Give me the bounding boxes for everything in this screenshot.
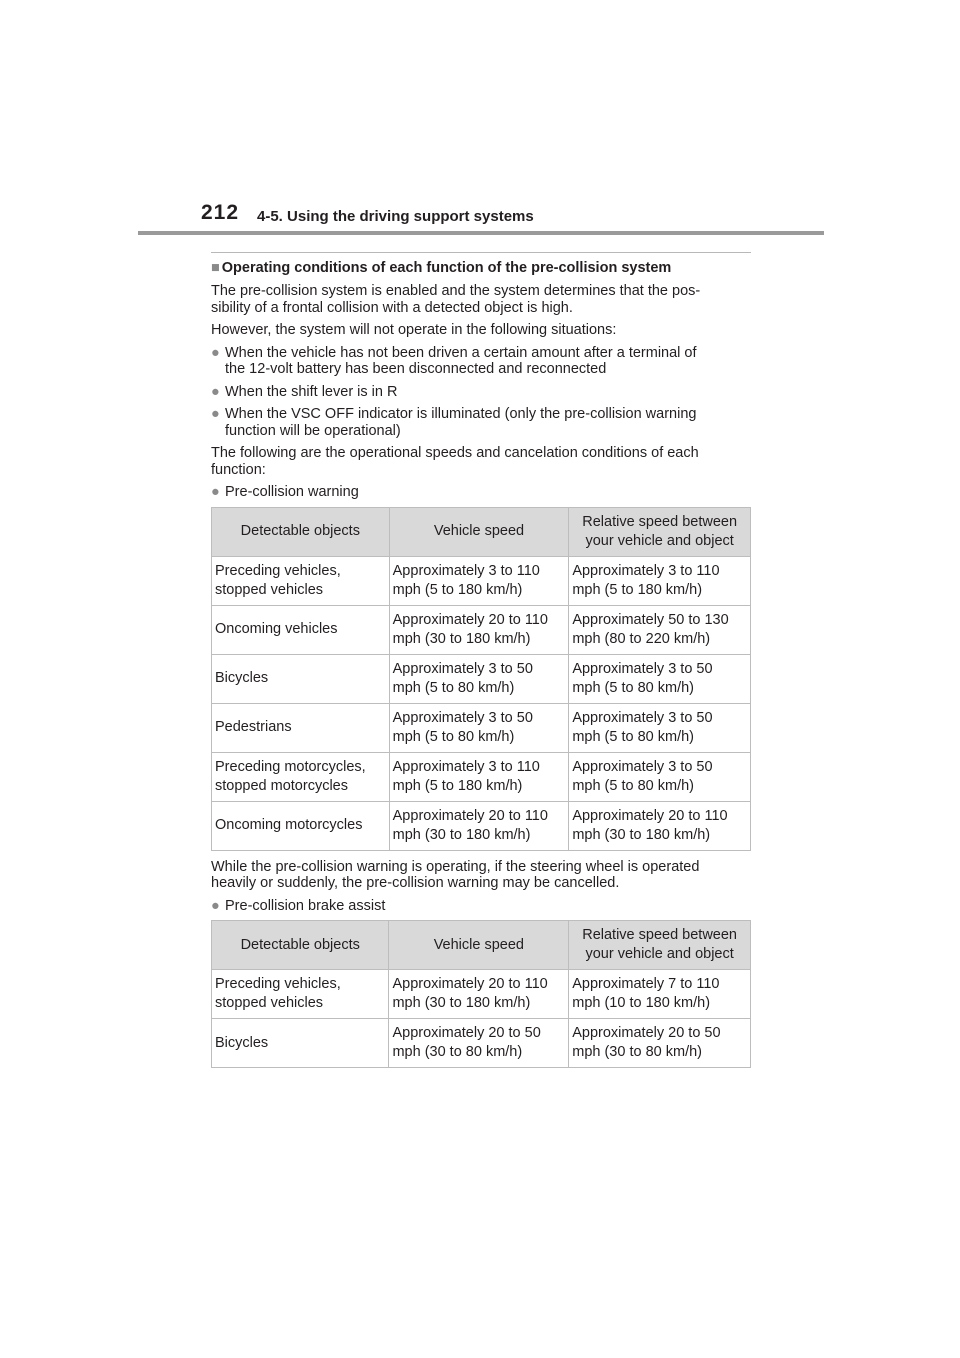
relative-speed-cell [569, 703, 751, 752]
relative-speed-cell [569, 556, 751, 605]
table-header-row [212, 507, 751, 556]
relative-speed-cell-line: mph (5 to 80 km/h) [572, 679, 694, 696]
relative-speed-cell-line: Approximately 7 to 110 [572, 976, 720, 992]
vehicle-speed-cell-line: mph (5 to 180 km/h) [392, 777, 523, 794]
speeds-line-2: function: [211, 461, 266, 478]
vehicle-speed-cell-line: Approximately 20 to 50 [392, 1025, 541, 1041]
header-relative-line-2: your vehicle and object [585, 532, 734, 549]
object-cell [212, 703, 390, 752]
warning-note [211, 859, 751, 892]
table-row [212, 801, 751, 850]
vehicle-speed-cell [389, 703, 569, 752]
object-cell-line: Oncoming motorcycles [215, 817, 363, 833]
relative-speed-cell-line: Approximately 3 to 50 [572, 660, 713, 677]
vehicle-speed-cell-line: mph (30 to 180 km/h) [392, 630, 531, 647]
object-cell-line: Bicycles [215, 1034, 269, 1051]
object-cell-line: Oncoming vehicles [215, 621, 338, 637]
relative-speed-cell-line: Approximately 3 to 110 [572, 562, 720, 579]
speeds-line-1: The following are the operational speeds and cancelation conditions of each [211, 445, 699, 461]
subhead [211, 259, 751, 277]
relative-speed-cell-line: Approximately 3 to 50 [572, 758, 713, 775]
subhead-rule [211, 252, 751, 253]
header-detectable-objects: Detectable objects [212, 921, 389, 970]
relative-speed-cell [569, 970, 751, 1019]
object-cell [212, 752, 390, 801]
header-relative-speed [569, 921, 751, 970]
object-cell-line: stopped vehicles [215, 995, 324, 1011]
vehicle-speed-cell-line: mph (30 to 180 km/h) [392, 995, 531, 1011]
bullet-line-2: the 12-volt battery has been disconnected and reconnected [225, 361, 607, 377]
table-row [212, 970, 751, 1019]
object-cell-line: stopped motorcycles [215, 777, 348, 794]
object-cell [212, 801, 390, 850]
object-cell-line: Preceding vehicles, [215, 562, 341, 579]
relative-speed-cell [569, 801, 751, 850]
vehicle-speed-cell-line: Approximately 20 to 110 [392, 976, 548, 992]
object-cell [212, 605, 390, 654]
relative-speed-cell-line: Approximately 20 to 50 [572, 1025, 721, 1041]
circle-bullet-icon: ● [211, 344, 220, 361]
vehicle-speed-cell-line: mph (5 to 180 km/h) [392, 581, 523, 598]
object-cell [212, 970, 389, 1019]
object-cell-line: Preceding vehicles, [215, 976, 341, 992]
bullet-line-1: When the VSC OFF indicator is illuminated (only the pre-collision warning [225, 406, 697, 422]
vehicle-speed-cell-line: Approximately 3 to 50 [392, 709, 533, 726]
relative-speed-cell-line: mph (30 to 80 km/h) [572, 1044, 702, 1060]
bullet-line-2: function will be operational) [225, 422, 401, 439]
circle-bullet-icon: ● [211, 897, 220, 914]
table-row [212, 1019, 751, 1068]
vehicle-speed-cell-line: mph (30 to 80 km/h) [392, 1044, 523, 1060]
vehicle-speed-cell-line: mph (5 to 80 km/h) [392, 728, 515, 745]
vehicle-speed-cell-line: mph (30 to 180 km/h) [392, 826, 531, 843]
table-header-row [212, 921, 751, 970]
table-row [212, 654, 751, 703]
brake-label [211, 898, 751, 915]
warning-table [211, 507, 751, 851]
object-cell-line: stopped vehicles [215, 581, 324, 598]
relative-speed-cell [569, 605, 751, 654]
section-title: 4-5. Using the driving support systems [257, 208, 534, 225]
warning-note-line-2: heavily or suddenly, the pre-collision warning may be cancelled. [211, 875, 620, 891]
bullet-item [211, 384, 751, 401]
speeds-paragraph [211, 445, 751, 478]
vehicle-speed-cell [389, 605, 569, 654]
circle-bullet-icon: ● [211, 406, 220, 422]
vehicle-speed-cell-line: Approximately 3 to 110 [392, 562, 540, 579]
table-row [212, 556, 751, 605]
vehicle-speed-cell [389, 970, 569, 1019]
relative-speed-cell-line: mph (5 to 180 km/h) [572, 581, 703, 598]
warning-label-text: Pre-collision warning [225, 484, 359, 500]
vehicle-speed-cell-line: Approximately 3 to 110 [392, 758, 540, 775]
table-row [212, 752, 751, 801]
circle-bullet-icon: ● [211, 484, 220, 500]
warning-note-line-1: While the pre-collision warning is operating, if the steering wheel is operated [211, 858, 700, 875]
relative-speed-cell-line: mph (5 to 80 km/h) [572, 777, 694, 794]
object-cell [212, 556, 390, 605]
relative-speed-cell-line: Approximately 50 to 130 [572, 611, 729, 628]
header-vehicle-speed: Vehicle speed [389, 507, 569, 556]
brake-table [211, 920, 751, 1068]
intro-line-2: sibility of a frontal collision with a detected object is high. [211, 299, 573, 316]
header-rule [138, 231, 824, 235]
vehicle-speed-cell [389, 1019, 569, 1068]
header-vehicle-speed: Vehicle speed [389, 921, 569, 970]
vehicle-speed-cell-line: Approximately 20 to 110 [392, 807, 548, 824]
bullet-line-1: When the shift lever is in R [225, 383, 398, 400]
bullet-item [211, 345, 751, 378]
subhead-text: Operating conditions of each function of the pre-collision system [221, 260, 672, 276]
relative-speed-cell-line: mph (10 to 180 km/h) [572, 995, 711, 1011]
relative-speed-cell [569, 752, 751, 801]
relative-speed-cell [569, 1019, 751, 1068]
header-relative-line-2: your vehicle and object [585, 946, 734, 962]
intro-paragraph [211, 283, 751, 316]
exceptions-paragraph: However, the system will not operate in the following situations: [211, 322, 617, 338]
relative-speed-cell-line: Approximately 20 to 110 [572, 807, 728, 824]
warning-label [211, 484, 751, 501]
object-cell [212, 1019, 389, 1068]
square-bullet-icon: ■ [211, 260, 220, 276]
vehicle-speed-cell [389, 654, 569, 703]
bullet-line-1: When the vehicle has not been driven a certain amount after a terminal of [225, 344, 697, 361]
vehicle-speed-cell [389, 752, 569, 801]
vehicle-speed-cell [389, 556, 569, 605]
brake-label-text: Pre-collision brake assist [225, 897, 386, 914]
relative-speed-cell [569, 654, 751, 703]
table-row [212, 703, 751, 752]
object-cell [212, 654, 390, 703]
vehicle-speed-cell-line: Approximately 3 to 50 [392, 660, 533, 677]
page-number: 212 [201, 201, 240, 224]
header-detectable-objects: Detectable objects [212, 507, 390, 556]
page-content [211, 252, 751, 1076]
header-relative-line-1: Relative speed between [582, 513, 738, 530]
relative-speed-cell-line: mph (30 to 180 km/h) [572, 826, 711, 843]
vehicle-speed-cell-line: mph (5 to 80 km/h) [392, 679, 515, 696]
relative-speed-cell-line: mph (80 to 220 km/h) [572, 630, 711, 647]
table-row [212, 605, 751, 654]
header-relative-speed [569, 507, 751, 556]
vehicle-speed-cell [389, 801, 569, 850]
header-relative-line-1: Relative speed between [582, 927, 737, 943]
bullet-item [211, 406, 751, 439]
circle-bullet-icon: ● [211, 383, 220, 400]
relative-speed-cell-line: Approximately 3 to 50 [572, 709, 713, 726]
relative-speed-cell-line: mph (5 to 80 km/h) [572, 728, 694, 745]
vehicle-speed-cell-line: Approximately 20 to 110 [392, 611, 548, 628]
intro-line-1: The pre-collision system is enabled and the system determines that the pos- [211, 283, 701, 299]
object-cell-line: Preceding motorcycles, [215, 758, 366, 775]
object-cell-line: Pedestrians [215, 719, 292, 735]
object-cell-line: Bicycles [215, 670, 269, 686]
